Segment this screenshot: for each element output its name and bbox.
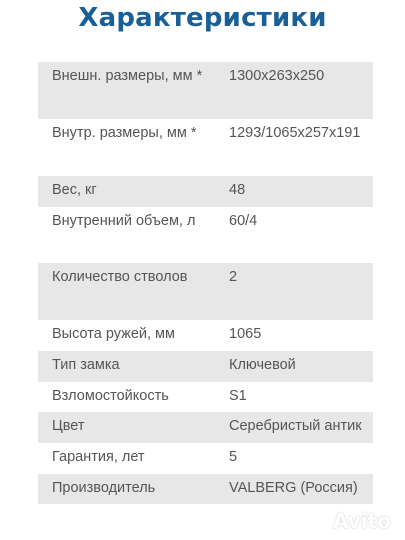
- spec-row-outer-dimensions: [38, 62, 373, 119]
- spec-row-lock-type: [38, 351, 373, 382]
- spec-label: Взломостойкость: [52, 388, 169, 404]
- spec-row-weight: [38, 176, 373, 207]
- spec-value: 5: [229, 449, 238, 465]
- spec-row-gun-height: [38, 320, 373, 351]
- specs-table: [38, 62, 373, 504]
- page-title: Характеристики: [78, 3, 327, 33]
- spec-value: 2: [229, 269, 238, 285]
- spec-value: 60/4: [229, 213, 258, 229]
- spec-value: 1300x263x250: [229, 68, 325, 84]
- spec-row-inner-dimensions: [38, 119, 373, 176]
- spec-row-warranty: [38, 443, 373, 474]
- spec-label: Гарантия, лет: [52, 449, 145, 465]
- spec-label: Вес, кг: [52, 182, 97, 198]
- spec-value: 48: [229, 182, 246, 198]
- spec-value: 1065: [229, 326, 262, 342]
- watermark-text: Avito: [333, 509, 391, 533]
- spec-value: VALBERG (Россия): [229, 480, 358, 496]
- avito-logo-icon: [299, 509, 329, 533]
- avito-watermark: [299, 509, 391, 533]
- spec-value: Ключевой: [229, 357, 296, 373]
- spec-row-color: [38, 412, 373, 443]
- spec-value: 1293/1065x257x191: [229, 125, 361, 141]
- spec-label: Высота ружей, мм: [52, 326, 175, 342]
- spec-label: Внутренний объем, л: [52, 213, 196, 229]
- spec-row-inner-volume: [38, 207, 373, 263]
- spec-label: Количество стволов: [52, 269, 188, 285]
- spec-label: Тип замка: [52, 357, 120, 373]
- spec-label: Производитель: [52, 480, 156, 496]
- spec-value: Серебристый антик: [229, 418, 362, 434]
- spec-label: Цвет: [52, 418, 85, 434]
- spec-row-barrel-count: [38, 263, 373, 320]
- spec-row-manufacturer: [38, 474, 373, 504]
- spec-row-burglary-resistance: [38, 382, 373, 412]
- spec-label: Внешн. размеры, мм *: [52, 68, 203, 84]
- spec-value: S1: [229, 388, 247, 404]
- spec-label: Внутр. размеры, мм *: [52, 125, 197, 141]
